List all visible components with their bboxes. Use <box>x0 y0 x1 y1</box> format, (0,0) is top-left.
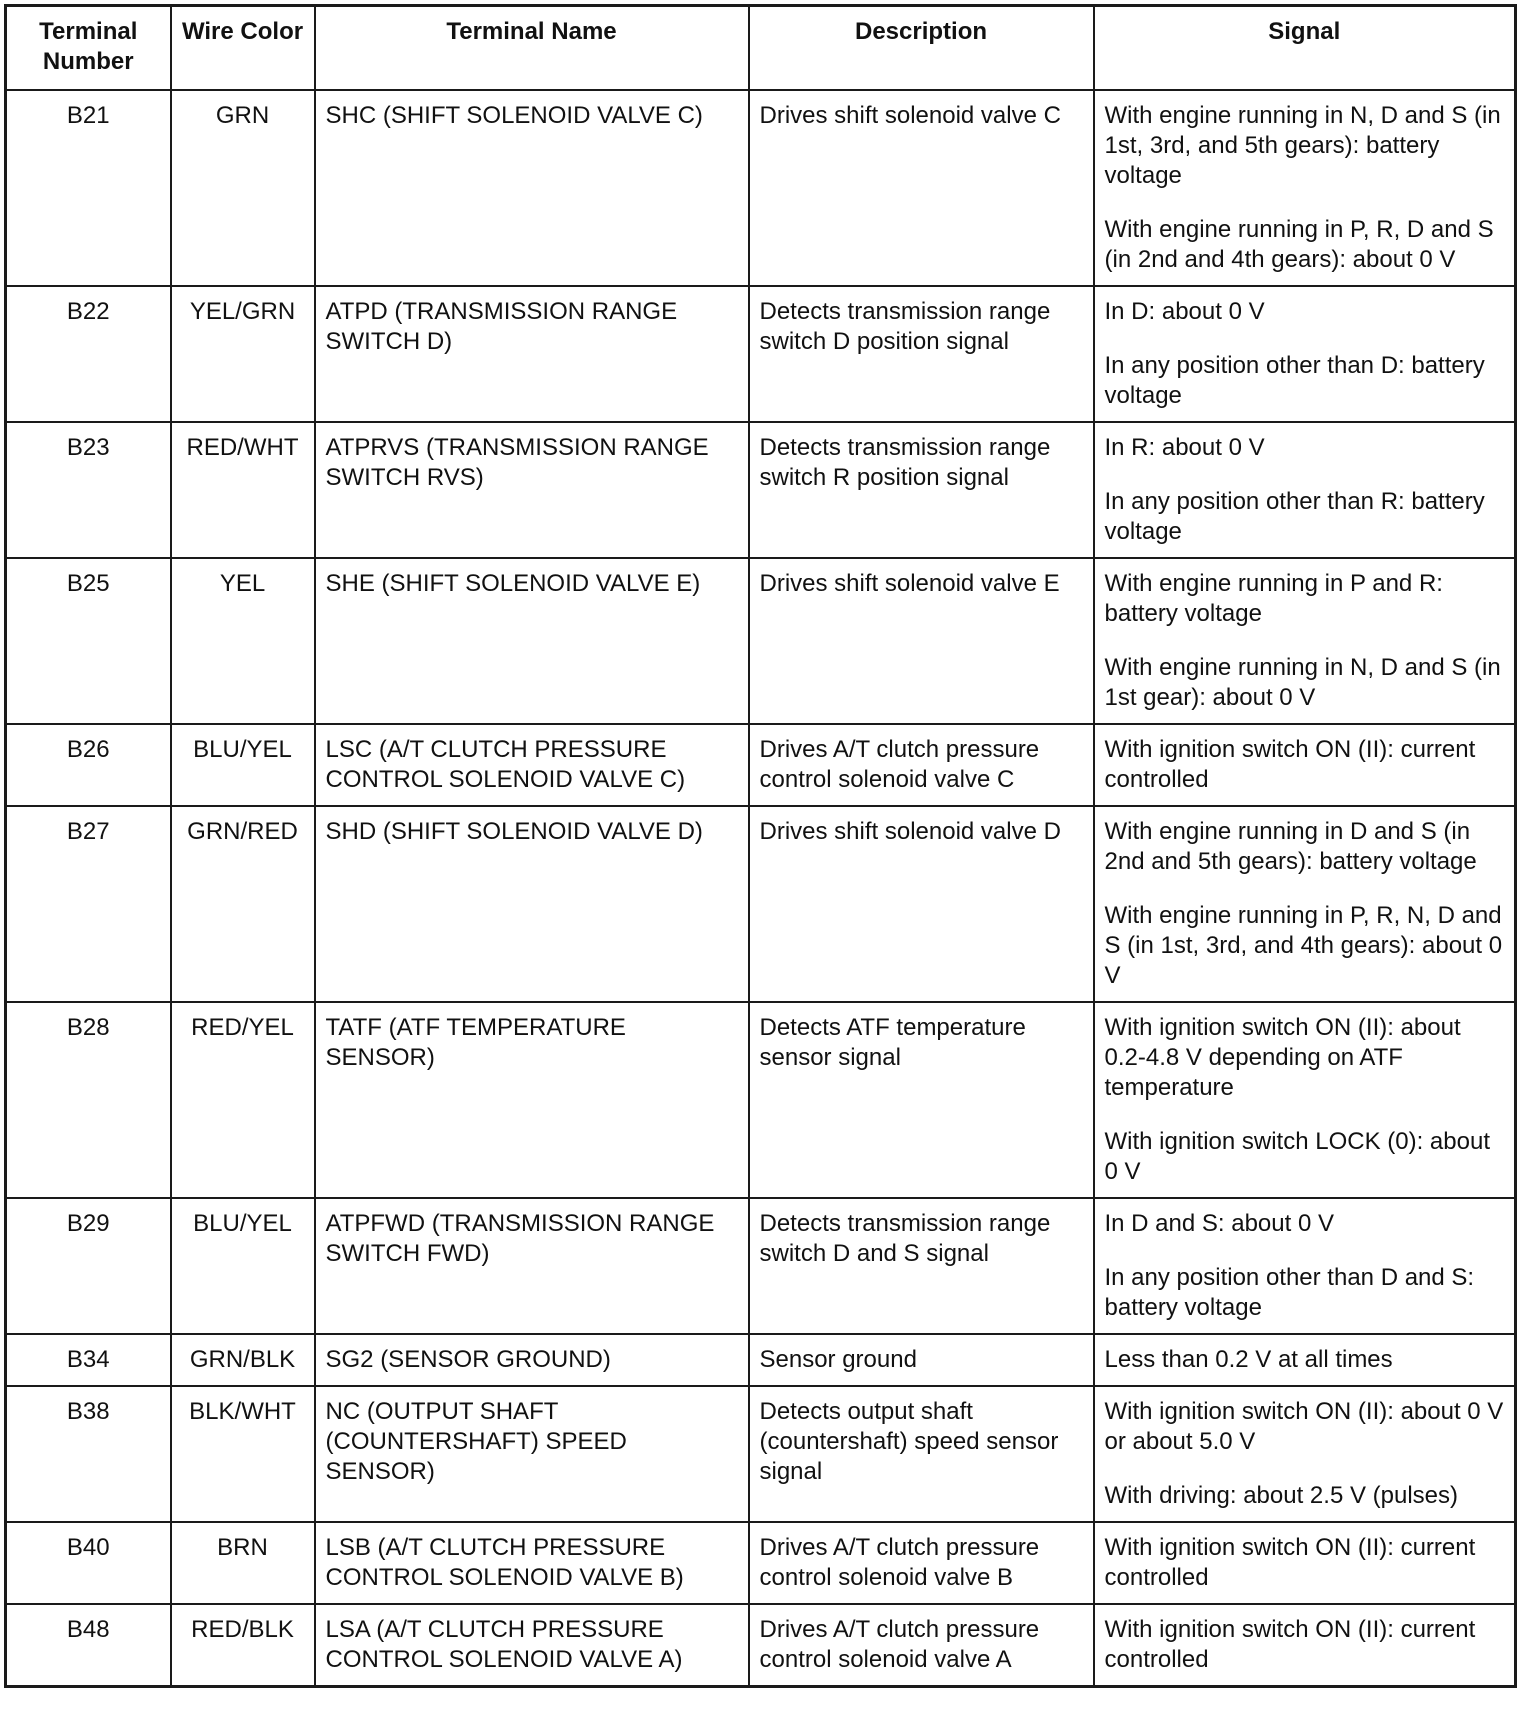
table-row <box>6 1386 1516 1522</box>
wire-color-cell: YEL <box>171 558 315 724</box>
terminal-name-cell: ATPFWD (TRANSMISSION RANGE SWITCH FWD) <box>315 1198 749 1334</box>
description-cell: Detects transmission range switch R position signal <box>749 422 1094 558</box>
terminal-number-cell: B28 <box>6 1002 171 1198</box>
signal-cell <box>1094 422 1516 558</box>
signal-cell <box>1094 558 1516 724</box>
terminal-name-cell: SG2 (SENSOR GROUND) <box>315 1334 749 1386</box>
header-signal: Signal <box>1094 6 1516 91</box>
description-cell: Drives A/T clutch pressure control solenoid valve B <box>749 1522 1094 1604</box>
description-cell: Detects transmission range switch D and S signal <box>749 1198 1094 1334</box>
signal-cell <box>1094 90 1516 286</box>
terminal-number-cell: B38 <box>6 1386 171 1522</box>
terminal-name-cell: SHC (SHIFT SOLENOID VALVE C) <box>315 90 749 286</box>
description-cell: Sensor ground <box>749 1334 1094 1386</box>
terminal-name-cell: ATPRVS (TRANSMISSION RANGE SWITCH RVS) <box>315 422 749 558</box>
signal-condition: With engine running in N, D and S (in 1st, 3rd, and 5th gears): battery voltage <box>1104 102 1501 189</box>
header-wire-color: Wire Color <box>171 6 315 91</box>
header-description: Description <box>749 6 1094 91</box>
signal-condition: In any position other than D: battery voltage <box>1104 352 1485 409</box>
table-row <box>6 1002 1516 1198</box>
table-row <box>6 286 1516 422</box>
description-cell: Drives A/T clutch pressure control solenoid valve A <box>749 1604 1094 1687</box>
terminal-number-cell: B40 <box>6 1522 171 1604</box>
description-cell: Drives shift solenoid valve E <box>749 558 1094 724</box>
header-terminal-name: Terminal Name <box>315 6 749 91</box>
terminal-name-cell: SHD (SHIFT SOLENOID VALVE D) <box>315 806 749 1002</box>
signal-cell <box>1094 1198 1516 1334</box>
signal-condition: With ignition switch ON (II): about 0.2-4.8 V depending on ATF temperature <box>1104 1014 1461 1101</box>
description-cell: Detects output shaft (countershaft) speed sensor signal <box>749 1386 1094 1522</box>
terminal-number-cell: B26 <box>6 724 171 806</box>
table-row <box>6 1604 1516 1687</box>
table-body <box>6 90 1516 1687</box>
terminal-name-cell: LSB (A/T CLUTCH PRESSURE CONTROL SOLENOID VALVE B) <box>315 1522 749 1604</box>
signal-cell <box>1094 1386 1516 1522</box>
signal-cell <box>1094 1604 1516 1687</box>
wire-color-cell: GRN/BLK <box>171 1334 315 1386</box>
terminal-number-cell: B34 <box>6 1334 171 1386</box>
wire-color-cell: BLU/YEL <box>171 1198 315 1334</box>
terminal-name-cell: ATPD (TRANSMISSION RANGE SWITCH D) <box>315 286 749 422</box>
signal-condition: With engine running in N, D and S (in 1st gear): about 0 V <box>1104 654 1501 711</box>
signal-condition: In R: about 0 V <box>1104 434 1265 461</box>
signal-condition: With engine running in P, R, D and S (in 2nd and 4th gears): about 0 V <box>1104 216 1494 273</box>
wire-color-cell: YEL/GRN <box>171 286 315 422</box>
signal-cell <box>1094 1334 1516 1386</box>
terminal-number-cell: B25 <box>6 558 171 724</box>
header-row <box>6 6 1516 91</box>
description-cell: Drives A/T clutch pressure control solenoid valve C <box>749 724 1094 806</box>
terminal-name-cell: TATF (ATF TEMPERATURE SENSOR) <box>315 1002 749 1198</box>
signal-condition: In D and S: about 0 V <box>1104 1210 1334 1237</box>
terminal-number-cell: B23 <box>6 422 171 558</box>
wire-color-cell: RED/YEL <box>171 1002 315 1198</box>
signal-condition: With ignition switch ON (II): current controlled <box>1104 1616 1476 1673</box>
table-row <box>6 422 1516 558</box>
table-row <box>6 1198 1516 1334</box>
signal-condition: In any position other than D and S: battery voltage <box>1104 1264 1475 1321</box>
header-terminal-number: Terminal Number <box>6 6 171 91</box>
table-row <box>6 558 1516 724</box>
terminal-number-cell: B48 <box>6 1604 171 1687</box>
signal-cell <box>1094 286 1516 422</box>
signal-condition: With ignition switch ON (II): about 0 V or about 5.0 V <box>1104 1398 1504 1455</box>
terminal-number-cell: B29 <box>6 1198 171 1334</box>
wire-color-cell: BLU/YEL <box>171 724 315 806</box>
terminal-number-cell: B21 <box>6 90 171 286</box>
terminal-number-cell: B27 <box>6 806 171 1002</box>
description-cell: Detects ATF temperature sensor signal <box>749 1002 1094 1198</box>
signal-cell <box>1094 724 1516 806</box>
signal-cell <box>1094 806 1516 1002</box>
signal-condition: In any position other than R: battery voltage <box>1104 488 1485 545</box>
terminal-table <box>4 4 1517 1688</box>
signal-condition: Less than 0.2 V at all times <box>1104 1346 1393 1373</box>
signal-condition: With engine running in P and R: battery voltage <box>1104 570 1443 627</box>
description-cell: Drives shift solenoid valve C <box>749 90 1094 286</box>
signal-condition: With engine running in D and S (in 2nd and 5th gears): battery voltage <box>1104 818 1477 875</box>
wire-color-cell: RED/WHT <box>171 422 315 558</box>
signal-condition: With ignition switch ON (II): current controlled <box>1104 1534 1476 1591</box>
signal-condition: With driving: about 2.5 V (pulses) <box>1104 1482 1458 1509</box>
table-row <box>6 806 1516 1002</box>
signal-condition: With ignition switch LOCK (0): about 0 V <box>1104 1128 1490 1185</box>
signal-condition: With engine running in P, R, N, D and S (in 1st, 3rd, and 4th gears): about 0 V <box>1104 902 1503 989</box>
description-cell: Detects transmission range switch D position signal <box>749 286 1094 422</box>
wire-color-cell: BLK/WHT <box>171 1386 315 1522</box>
wire-color-cell: RED/BLK <box>171 1604 315 1687</box>
table-row <box>6 724 1516 806</box>
table-row <box>6 90 1516 286</box>
description-cell: Drives shift solenoid valve D <box>749 806 1094 1002</box>
signal-condition: With ignition switch ON (II): current controlled <box>1104 736 1476 793</box>
terminal-name-cell: LSC (A/T CLUTCH PRESSURE CONTROL SOLENOID VALVE C) <box>315 724 749 806</box>
table-row <box>6 1334 1516 1386</box>
terminal-number-cell: B22 <box>6 286 171 422</box>
signal-cell <box>1094 1522 1516 1604</box>
document-page <box>4 4 1514 1712</box>
table-row <box>6 1522 1516 1604</box>
wire-color-cell: BRN <box>171 1522 315 1604</box>
wire-color-cell: GRN <box>171 90 315 286</box>
signal-cell <box>1094 1002 1516 1198</box>
terminal-name-cell: SHE (SHIFT SOLENOID VALVE E) <box>315 558 749 724</box>
terminal-name-cell: LSA (A/T CLUTCH PRESSURE CONTROL SOLENOID VALVE A) <box>315 1604 749 1687</box>
signal-condition: In D: about 0 V <box>1104 298 1265 325</box>
terminal-name-cell: NC (OUTPUT SHAFT (COUNTERSHAFT) SPEED SENSOR) <box>315 1386 749 1522</box>
wire-color-cell: GRN/RED <box>171 806 315 1002</box>
